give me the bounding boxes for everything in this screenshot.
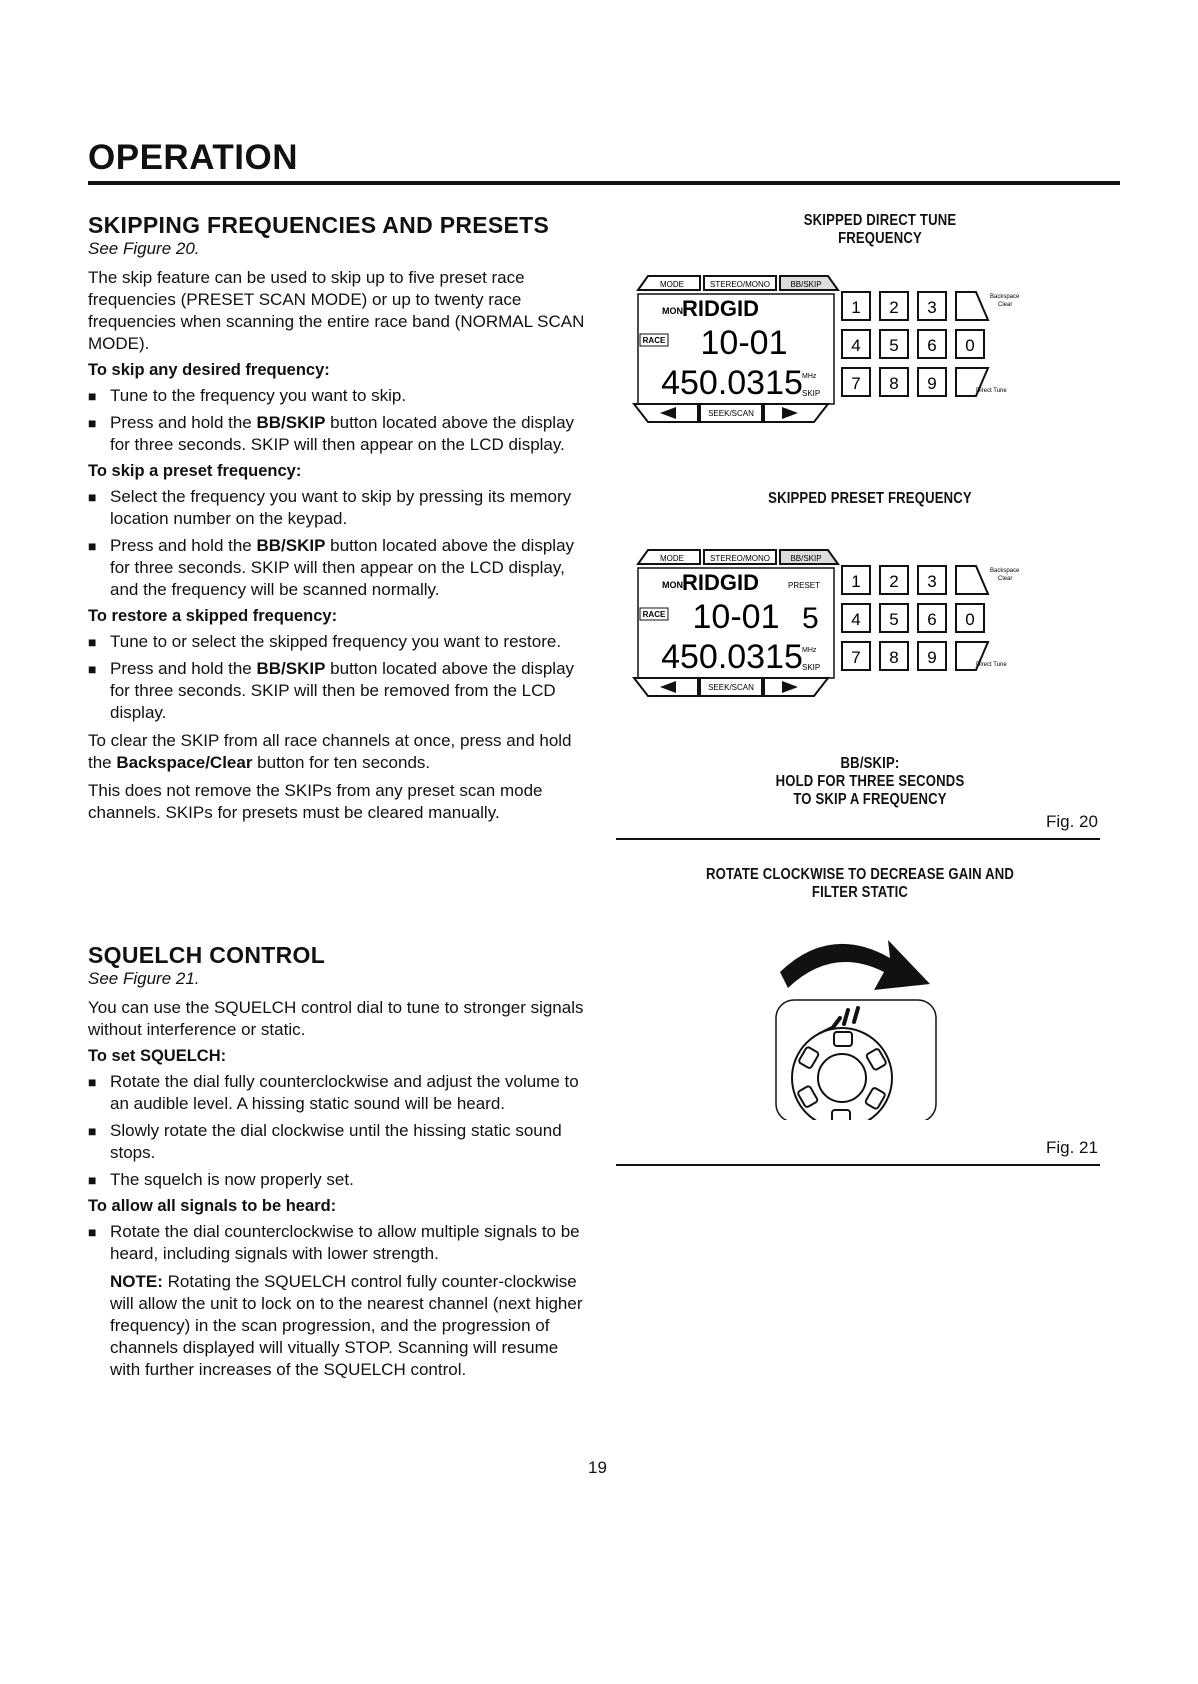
- svg-text:9: 9: [927, 648, 937, 667]
- svg-text:MHz: MHz: [802, 647, 817, 654]
- keypad: [842, 292, 1020, 396]
- svg-text:Backspace: Backspace: [990, 568, 1020, 574]
- list-item: ■ Press and hold the BB/SKIP button located above the display for three seconds. SKIP will then appear on the LCD display, and the frequency will be scanned normally.: [88, 536, 575, 599]
- brand-logo: RIDGID: [682, 296, 759, 321]
- svg-text:3: 3: [927, 298, 937, 317]
- skip-any-title: To skip any desired frequency:: [88, 361, 330, 379]
- page-title: OPERATION: [88, 138, 298, 177]
- svg-text:1: 1: [851, 298, 861, 317]
- keypad: [842, 566, 1020, 670]
- key: [880, 292, 908, 320]
- clear-all-text: To clear the SKIP from all race channels at once, press and hold the Backspace/Clear button for ten seconds.: [88, 731, 572, 772]
- svg-text:2: 2: [889, 572, 899, 591]
- channel-readout: 10-01: [692, 598, 780, 636]
- figure-rule: [616, 1164, 1100, 1166]
- note-label: NOTE:: [110, 1272, 163, 1291]
- svg-text:SKIP: SKIP: [802, 389, 821, 398]
- svg-text:RACE: RACE: [642, 336, 666, 345]
- svg-text:1: 1: [851, 572, 861, 591]
- list-item: ■ Rotate the dial fully counterclockwise and adjust the volume to an audible level. A hissing static sound will be heard.: [88, 1072, 579, 1113]
- list-item: ■ Press and hold the BB/SKIP button located above the display for three seconds. SKIP will then be removed from the LCD display.: [88, 659, 575, 722]
- list-item: ■ Tune to or select the skipped frequency you want to restore.: [88, 632, 562, 651]
- restore-title: To restore a skipped frequency:: [88, 607, 338, 625]
- svg-text:MHz: MHz: [802, 373, 817, 380]
- device-illustration-direct: [632, 272, 1122, 472]
- svg-text:4: 4: [851, 610, 861, 629]
- svg-text:SEEK/SCAN: SEEK/SCAN: [708, 683, 754, 692]
- list-item: ■ Slowly rotate the dial clockwise until the hissing static sound stops.: [88, 1121, 562, 1162]
- svg-text:RACE: RACE: [642, 610, 666, 619]
- caption-bb-skip: BB/SKIP: HOLD FOR THREE SECONDS TO SKIP A FREQUENCY: [775, 755, 965, 808]
- frequency-readout: 450.0315: [661, 638, 803, 676]
- skip-preset-title: To skip a preset frequency:: [88, 462, 302, 480]
- list-item: ■ Press and hold the BB/SKIP button located above the display for three seconds. SKIP will then appear on the LCD display.: [88, 413, 575, 454]
- bullet-icon: ■: [88, 1074, 97, 1090]
- presets-note: This does not remove the SKIPs from any preset scan mode channels. SKIPs for presets must be cleared manually.: [88, 781, 543, 822]
- svg-text:Backspace: Backspace: [990, 294, 1020, 300]
- squelch-intro: You can use the SQUELCH control dial to tune to stronger signals without interference or static.: [88, 998, 584, 1039]
- bullet-icon: ■: [88, 538, 97, 554]
- svg-text:Direct Tune: Direct Tune: [976, 662, 1007, 668]
- preset-number: 5: [802, 602, 819, 635]
- page-number: 19: [588, 1458, 607, 1477]
- key: [842, 368, 870, 396]
- bullet-icon: ■: [88, 489, 97, 505]
- key: [956, 330, 984, 358]
- skipping-see-figure: See Figure 20.: [88, 239, 200, 258]
- svg-text:SKIP: SKIP: [802, 663, 821, 672]
- squelch-dial-illustration: [770, 930, 950, 1120]
- svg-text:MODE: MODE: [660, 280, 684, 289]
- bullet-icon: ■: [88, 1123, 97, 1139]
- backspace-key: [956, 292, 1020, 320]
- svg-text:BB/SKIP: BB/SKIP: [790, 554, 822, 563]
- key: [880, 566, 908, 594]
- direct-tune-key: [956, 368, 1007, 396]
- svg-text:BB/SKIP: BB/SKIP: [790, 280, 822, 289]
- svg-text:Clear: Clear: [998, 302, 1013, 308]
- top-buttons: [638, 276, 838, 290]
- dial-center: [818, 1054, 866, 1102]
- key: [918, 604, 946, 632]
- key: [880, 330, 908, 358]
- key: [842, 330, 870, 358]
- svg-text:2: 2: [889, 298, 899, 317]
- key: [880, 368, 908, 396]
- key: [842, 566, 870, 594]
- svg-text:4: 4: [851, 336, 861, 355]
- svg-text:STEREO/MONO: STEREO/MONO: [709, 554, 771, 563]
- figure-label-21: Fig. 21: [1046, 1138, 1098, 1157]
- key: [918, 566, 946, 594]
- device-illustration-preset: [632, 546, 1122, 746]
- squelch-allow-title: To allow all signals to be heard:: [88, 1197, 337, 1215]
- key: [880, 642, 908, 670]
- preset-label: PRESET: [788, 581, 821, 590]
- svg-text:Clear: Clear: [998, 576, 1013, 582]
- channel-readout: 10-01: [700, 324, 788, 362]
- note-paragraph: [88, 1271, 588, 1381]
- svg-text:0: 0: [965, 610, 975, 629]
- list-item: ■ The squelch is now properly set.: [88, 1170, 354, 1189]
- note-text: Rotating the SQUELCH control fully counter-clockwise will allow the unit to lock on to the nearest channel (next higher frequency) in the scan progression, and the progression of channels displayed will vitually STOP. Scanning will resume with further increases of the SQUELCH control.: [110, 1272, 583, 1379]
- key: [880, 604, 908, 632]
- frequency-readout: 450.0315: [661, 364, 803, 402]
- svg-text:5: 5: [889, 610, 899, 629]
- svg-text:SEEK/SCAN: SEEK/SCAN: [708, 409, 754, 418]
- svg-text:MON: MON: [662, 580, 683, 590]
- squelch-see-figure: See Figure 21.: [88, 969, 200, 988]
- skipping-intro: The skip feature can be used to skip up to five preset race frequencies (PRESET SCAN MODE) or up to twenty race frequencies when scanning the entire race band (NORMAL SCAN MODE).: [88, 268, 585, 353]
- clockwise-arrow-icon: [780, 940, 930, 990]
- skipping-heading: SKIPPING FREQUENCIES AND PRESETS: [88, 212, 550, 238]
- title-rule: [88, 181, 1120, 185]
- squelch-heading: SQUELCH CONTROL: [88, 942, 326, 968]
- bottom-buttons: [634, 678, 828, 696]
- key: [842, 604, 870, 632]
- key: [918, 368, 946, 396]
- bullet-icon: ■: [88, 415, 97, 431]
- svg-text:MON: MON: [662, 306, 683, 316]
- svg-text:Direct Tune: Direct Tune: [976, 388, 1007, 394]
- svg-text:8: 8: [889, 374, 899, 393]
- svg-text:7: 7: [851, 648, 861, 667]
- figure-label-20: Fig. 20: [1046, 812, 1098, 831]
- skipping-section: [88, 212, 588, 824]
- key: [918, 292, 946, 320]
- list-item: ■ Select the frequency you want to skip by pressing its memory location number on the keypad.: [88, 487, 572, 528]
- bullet-icon: ■: [88, 388, 97, 404]
- key: [918, 642, 946, 670]
- svg-text:9: 9: [927, 374, 937, 393]
- caption-direct-tune: SKIPPED DIRECT TUNE FREQUENCY: [803, 212, 957, 247]
- svg-text:7: 7: [851, 374, 861, 393]
- top-buttons: [638, 550, 838, 564]
- backspace-key: [956, 566, 1020, 594]
- svg-text:STEREO/MONO: STEREO/MONO: [709, 280, 771, 289]
- svg-text:6: 6: [927, 610, 937, 629]
- caption-preset: SKIPPED PRESET FREQUENCY: [768, 490, 972, 507]
- svg-text:MODE: MODE: [660, 554, 684, 563]
- svg-text:6: 6: [927, 336, 937, 355]
- squelch-set-title: To set SQUELCH:: [88, 1047, 227, 1065]
- svg-text:0: 0: [965, 336, 975, 355]
- figure-rule: [616, 838, 1100, 840]
- list-item: ■ Tune to the frequency you want to skip.: [88, 386, 407, 405]
- brand-logo: RIDGID: [682, 570, 759, 595]
- svg-text:3: 3: [927, 572, 937, 591]
- key: [918, 330, 946, 358]
- svg-text:8: 8: [889, 648, 899, 667]
- direct-tune-key: [956, 642, 1007, 670]
- key: [842, 292, 870, 320]
- bullet-icon: ■: [88, 661, 97, 677]
- caption-rotate: ROTATE CLOCKWISE TO DECREASE GAIN AND FILTER STATIC: [705, 866, 1015, 901]
- list-item: ■ Rotate the dial counterclockwise to allow multiple signals to be heard, including signals with lower strength.: [88, 1222, 580, 1263]
- key: [956, 604, 984, 632]
- key: [842, 642, 870, 670]
- bullet-icon: ■: [88, 634, 97, 650]
- squelch-section: [88, 942, 588, 1381]
- bullet-icon: ■: [88, 1172, 97, 1188]
- bullet-icon: ■: [88, 1224, 97, 1240]
- bottom-buttons: [634, 404, 828, 422]
- svg-text:5: 5: [889, 336, 899, 355]
